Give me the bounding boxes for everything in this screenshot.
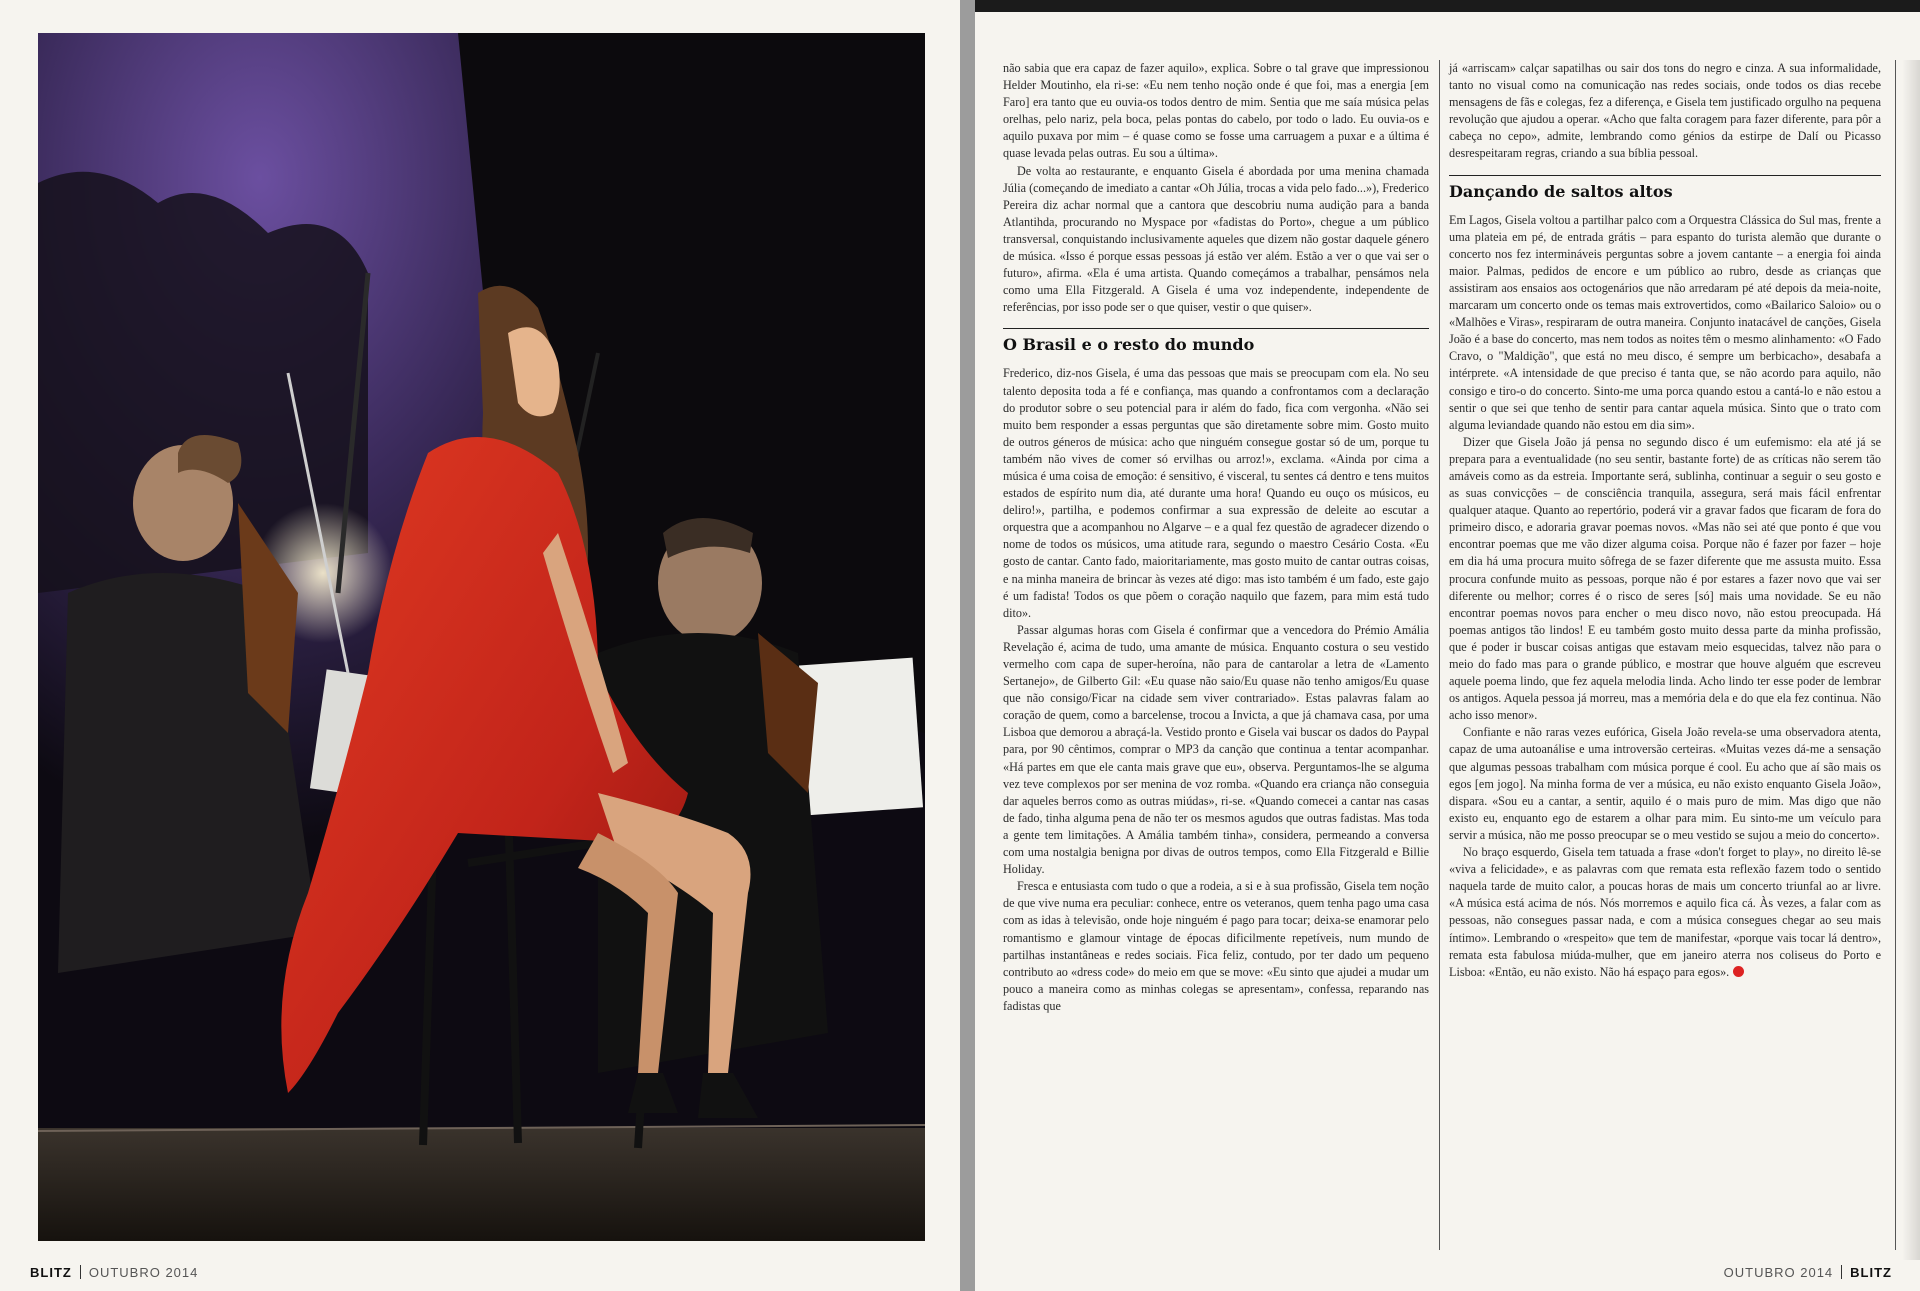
- issue-date: OUTUBRO 2014: [88, 1264, 199, 1280]
- paragraph: já «arriscam» calçar sapatilhas ou sair dos tons do negro e cinza. A sua informalidade, tanto no visual como na comunicação nas redes sociais, onde todos os dias recebe mensagens de fãs e colegas, fez a diferença, e Gisela tem justificado orgulho na pequena revolução que ajudou a operar. «Acho que falta coragem para fazer diferente, para pôr a cabeça no cepo», admite, lembrando como génios da estirpe de Dalí ou Picasso desrespeitaram regras, criando a sua bíblia pessoal.: [1449, 61, 1881, 161]
- footer-separator: [80, 1265, 81, 1279]
- magazine-brand: BLITZ: [30, 1264, 72, 1280]
- right-page-footer: [1724, 1260, 1892, 1284]
- article-column-1: [1003, 60, 1429, 1015]
- paragraph-final: [1449, 844, 1881, 981]
- paragraph: De volta ao restaurante, e enquanto Gisela é abordada por uma menina chamada Júlia (começando de imediato a cantar «Oh Júlia, trocas a vida pelo fado...»), Frederico Pereira diz achar normal que a cantora que descobriu numa audição para a banda Atlantihda, procurando no Myspace por «fadistas do Porto», chegue a um público transversal, conquistando inclusivamente aqueles que dizem não gostar daquele género de música. «Isso é porque essas pessoas já estão ver além. Estão a ver o que vai ser o futuro», afirma. «Ela é uma artista. Quando começámos a trabalhar, pensámos nela como uma Ella Fitzgerald. A Gisela é uma voz independente, independente de referências, por isso pode ser o que quiser, vestir o que quiser».: [1003, 163, 1429, 315]
- subheading: Dançando de saltos altos: [1449, 175, 1881, 202]
- footer-separator: [1841, 1265, 1842, 1279]
- paragraph: não sabia que era capaz de fazer aquilo», explica. Sobre o tal grave que impressionou Helder Moutinho, ela ri-se: «Eu nem tenho noção onde é que foi, mas a energia [em Faro] era tanto que eu ouvia-os todos dentro de mim. Sentia que me saía música pelas orelhas, pelo nariz, pela boca, pelas pontas do cabelo, por todo o lado. Eu ouvia-os e aquilo puxava por mim – é quase como se fosse uma carruagem a puxar e a última é quase levada pelas outras. Eu sou a última».: [1003, 61, 1429, 161]
- paragraph: Em Lagos, Gisela voltou a partilhar palco com a Orquestra Clássica do Sul mas, frente a uma plateia em pé, de entrada grátis – para espanto do turista alemão que durante o concerto nos fez intermináveis perguntas sobre a jovem cantante – a energia foi ainda maior. Palmas, pedidos de encore e um público ao rubro, desde as crianças que assistiram aos ensaios aos octogenários que não arredaram pé até depois da meia-noite, marcaram um concerto onde os temas mais extrovertidos, como «Bailarico Saloio» ou o «Malhões e Viras», respiraram de outra maneira. Conjunto inatacável de canções, Gisela João é a base do concerto, mas nem todos as noites têm o mesmo alinhamento: «O Fado Cravo, o "Maldição", que está no meu disco, é sempre um berbicacho», desabafa a intérprete. «A intensidade de que preciso é tanta que, se não acordo para aquilo, não consigo e tiro-o do concerto. Sinto-me uma porca quando estou a cantá-lo e não estou a sentir o que sei que tenho de sentir para cantar aquela música. Sinto que o trato com alguma leviandade quando não estou em dia sim».: [1449, 212, 1881, 432]
- top-bar: [975, 0, 1920, 12]
- paragraph: Dizer que Gisela João já pensa no segundo disco é um eufemismo: ela até já se prepara para a eventualidade (no seu sentir, bastante forte) de as críticas não serem tão amáveis como as da estreia. Importante será, sublinha, continuar a seguir o seu gosto e as suas convicções – de consciência tranquila, assegura, será mais fácil enfrentar qualquer ataque. Quanto ao repertório, poderá vir a gravar fados que ficaram de fora do primeiro disco, e adoraria gravar poemas novos. «Mas não sei até que ponto é que vou encontrar poemas que me vão dizer alguma coisa. Porque não é fazer por fazer – hoje em dia há uma procura muito sôfrega de se fazer diferente que me assusta muito. Essa procura confunde muito as pessoas, porque não é por estares a fazer novo que vai ser diferente ou melhor; corres é o risco de seres [só] mais uma novidade. Se eu não encontrar poemas novos para encher o meu disco novo, não estou preocupada. Há poemas antigos tão lindos! E eu também gosto muito dessa parte da minha profissão, que é poder ir buscar coisas antigas que estavam meio esquecidas, talvez não para o meio do fado mas para o grande público, e mostrar que houve alguém que escreveu aquele poema lindo, que fez aquela melodia linda. Acho lindo ter esse poder de lembrar os antigos. Aquela pessoa já morreu, mas a memória dela e do que ela fez continua. Não acho isso menor».: [1449, 434, 1881, 723]
- magazine-brand: BLITZ: [1850, 1264, 1892, 1280]
- right-margin-rule: [1895, 60, 1896, 1250]
- issue-date: OUTUBRO 2014: [1723, 1264, 1834, 1280]
- column-divider: [1439, 60, 1440, 1250]
- paragraph: Passar algumas horas com Gisela é confirmar que a vencedora do Prémio Amália Revelação é, acima de tudo, uma amante de música. Enquanto costura o seu vestido vermelho com capa de super-heroína, não para de cantarolar a letra de «Lamento Sertanejo», de Gilberto Gil: «Eu quase não saio/Eu quase não tenho amigos/Eu quase que não consigo/Ficar na cidade sem viver contrariado». Estas palavras falam ao coração de quem, como a barcelense, trocou a Invicta, a que já chamava casa, por uma Lisboa que demorou a abraçá-la. Vestido pronto e Gisela vai buscar os dados do Paypal para, por 90 cêntimos, comprar o MP3 da canção que continua a tentar acompanhar. «Há partes em que ele canta mais grave que eu», observa. Perguntamos-lhe se alguma vez teve complexos por ser menina de voz romba. «Quando era criança não conseguia dar aqueles berros como as outras miúdas», ri-se. «Quando comecei a cantar nas casas de fado, tinha alguma pena de não ter os mesmos agudos que outras fadistas. Mas toda a gente tem limitações. A Amália também tinha», considera, permeando a conversa com uma nostalgia benigna por divas de outros tempos, como Ella Fitzgerald e Billie Holiday.: [1003, 622, 1429, 877]
- end-mark-icon: [1733, 966, 1744, 977]
- paragraph: Frederico, diz-nos Gisela, é uma das pessoas que mais se preocupam com ela. No seu talento deposita toda a fé e confiança, mas quando a confrontamos com a declaração do produtor sobre o seu potencial para ir além do fado, fica com vergonha. «Não sei muito bem responder a essas perguntas que são diretamente sobre mim. Gosto muito de outros géneros de música: acho que ninguém consegue gostar só de um, porque tu também não vives de comer só ervilhas ou arroz!», exclama. «Ainda por cima a música é uma coisa de emoção: é sensitivo, é visceral, tu sentes cá dentro e tens muitos estados de espírito num dia, até durante uma hora! Quando eu ouço os músicos, eu deliro!», partilha, e podemos confirmar a sua expressão de deleite ao escutar a orquestra que a acompanhou no Algarve – e a qual fez questão de agradecer dizendo o nome de todos os músicos, uma atitude rara, segundo o maestro Cesário Costa. «Eu gosto de cantar. Canto fado, maioritariamente, mas gosto muito de cantar outras coisas, e na minha maneira de brincar às vezes até digo: mas isto também é um fado, este gajo é um fadista! Todos os que põem o coração naquilo que fazem, para mim está tudo dito».: [1003, 366, 1429, 620]
- concert-photo: [38, 33, 925, 1241]
- left-page-footer: [30, 1260, 198, 1284]
- final-paragraph-text: No braço esquerdo, Gisela tem tatuada a frase «don't forget to play», no direito lê-se «viva a felicidade», e as palavras com que remata esta reflexão fazem todo o sentido naquela tarde de muito calor, a poucas horas de mais um concerto triunfal ao ar livre. «A música está acima de nós. Nós morremos e aquilo fica cá. Às vezes, a falar com as pessoas, não consegues passar nada, e com a música consegues chegar ao seu mais íntimo». Lembrando o «respeito» que tem de manifestar, «porque vais tocar lá dentro», remata esta fabulosa miúda-mulher, que em janeiro aterra nos coliseus do Porto e Lisboa: «Então, eu não existo. Não há espaço para egos».: [1449, 845, 1881, 979]
- right-page: [975, 0, 1920, 1291]
- page-edge-shadow: [1902, 60, 1920, 1260]
- subheading: O Brasil e o resto do mundo: [1003, 328, 1429, 355]
- article-column-2: [1449, 60, 1881, 981]
- paragraph: Fresca e entusiasta com tudo o que a rodeia, a si e à sua profissão, Gisela tem noção de que vive numa era peculiar: conhece, entre os veteranos, quem tenha pago uma casa com as idas à televisão, onde hoje ninguém é pago para tocar; deixa-se enamorar pelo romantismo e glamour vintage de épocas dificilmente repetíveis, num mundo de partilhas instantâneas e redes sociais. Fica feliz, contudo, por ter dado um pequeno contributo ao «dress code» do meio em que se move: «Eu sinto que ajudei a mudar um pouco a maneira como as minhas colegas se apresentam», confessa, reparando nas fadistas que: [1003, 879, 1429, 1013]
- paragraph: Confiante e não raras vezes eufórica, Gisela João revela-se uma observadora atenta, capaz de uma autoanálise e uma introversão certeiras. «Muitas vezes dá-me a sensação que algumas pessoas trabalham com música porque é cool. Eu acho que aí são mais os egos [em jogo]. Na minha forma de ver a música, eu não existo enquanto Gisela João», dispara. «Sou eu a cantar, a sentir, aquilo é o mais puro de mim. Mas digo que não existo eu, enquanto ego de estarem a olhar para mim. Eu sinto-me um veículo para servir a música, não me posso preocupar se o meu vestido se sujou a meio do concerto».: [1449, 725, 1881, 842]
